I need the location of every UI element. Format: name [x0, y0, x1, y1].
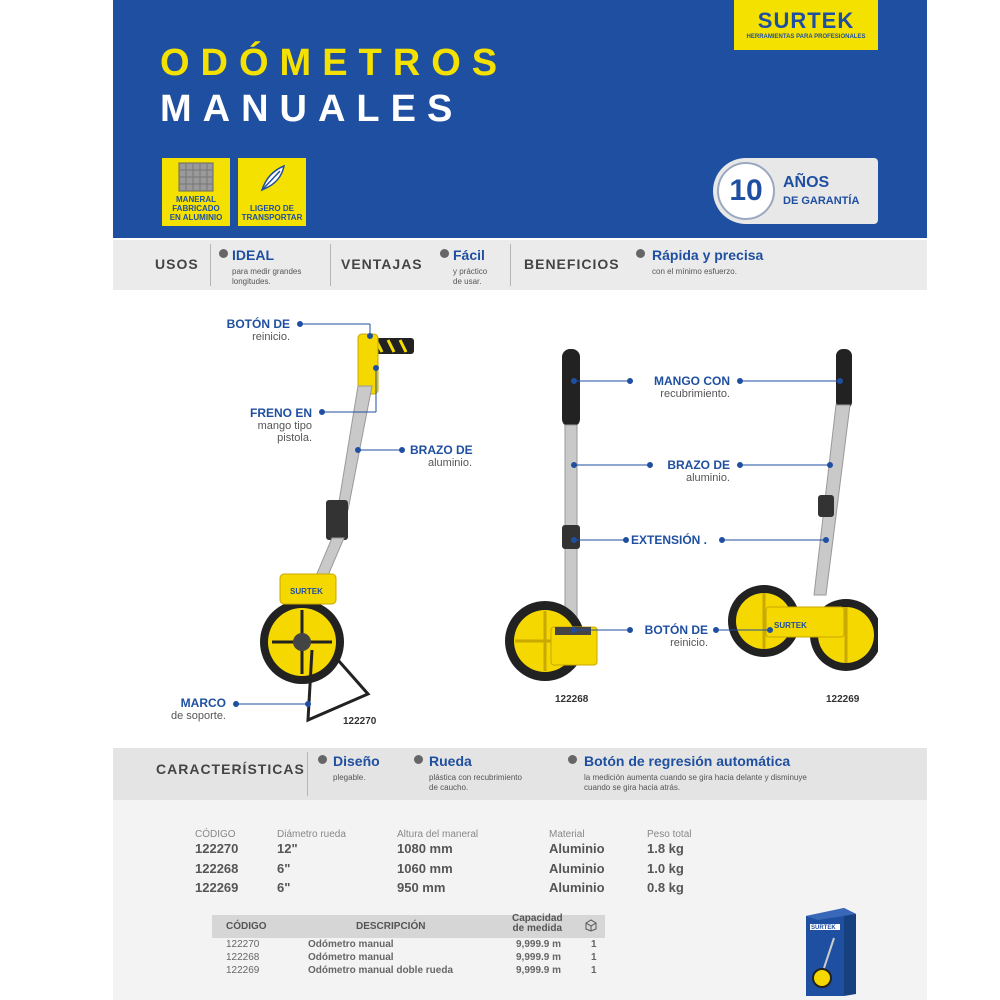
box-brand-text: SURTEK	[811, 925, 836, 931]
spec-header-diametro: Diámetro rueda	[277, 829, 346, 840]
spec-header-peso: Peso total	[647, 829, 692, 840]
callout-extension-title: EXTENSIÓN .	[631, 533, 708, 547]
product-code-left: 122270	[343, 716, 377, 727]
warranty-label: DE GARANTÍA	[783, 195, 860, 207]
callout-boton-reinicio-text: reinicio.	[252, 331, 290, 343]
diseno-text: plegable.	[333, 773, 366, 782]
diseno-heading: Diseño	[333, 753, 380, 769]
callout-brazo-text: aluminio.	[428, 457, 473, 469]
ventajas-heading: Fácil	[453, 247, 485, 263]
divider	[307, 752, 308, 796]
ventajas-text: y práctico de usar.	[453, 267, 488, 286]
spec-header-codigo: CÓDIGO	[195, 829, 236, 840]
boton-regresion-text: la medición aumenta cuando se gira hacia delante y disminuye cuando se gira hacia atrás.	[584, 773, 807, 792]
rueda-heading: Rueda	[429, 753, 472, 769]
callout-mango-text: recubrimiento.	[660, 388, 730, 400]
brand-tagline: HERRAMIENTAS PARA PROFESIONALES	[746, 34, 866, 40]
callout-boton2-title: BOTÓN DE	[644, 623, 708, 637]
boton-regresion-heading: Botón de regresión automática	[584, 753, 791, 769]
usos-text: para medir grandes longitudes.	[232, 267, 302, 286]
spec-header-altura: Altura del maneral	[397, 829, 479, 840]
features-label: CARACTERÍSTICAS	[156, 761, 305, 777]
bullet	[414, 755, 423, 764]
usos-heading: IDEAL	[232, 247, 274, 263]
product-code-mid: 122268	[555, 694, 589, 705]
usos-label: USOS	[155, 256, 199, 272]
warranty-years: AÑOS	[783, 174, 830, 191]
callout-brazo2-text: aluminio.	[685, 472, 730, 484]
order-header-descripcion: DESCRIPCIÓN	[356, 921, 426, 932]
wheel-brand-text: SURTEK	[290, 587, 323, 596]
page-title-line2: MANUALES	[160, 88, 464, 130]
callout-mango-title: MANGO CON	[654, 374, 730, 388]
badge-aluminum-label: MANERAL FABRICADO EN ALUMINIO	[169, 195, 223, 222]
ventajas-label: VENTAJAS	[341, 256, 423, 272]
wheel-brand-text: SURTEK	[774, 621, 807, 630]
callout-boton2-text: reinicio.	[670, 637, 708, 649]
product-box-illustration	[800, 902, 862, 998]
bullet	[568, 755, 577, 764]
bullet	[318, 755, 327, 764]
rueda-text: plástica con recubrimiento de caucho.	[429, 773, 522, 792]
badge-light-label: LIGERO DE TRANSPORTAR	[241, 204, 303, 222]
order-header-codigo: CÓDIGO	[226, 921, 267, 932]
product-code-right: 122269	[826, 694, 860, 705]
box-icon	[584, 918, 598, 932]
brand-name: SURTEK	[757, 8, 855, 33]
callout-brazo2-title: BRAZO DE	[667, 458, 730, 472]
order-header-capacidad: Capacidad de medida	[512, 913, 563, 934]
callout-freno-text: mango tipo pistola.	[257, 420, 312, 444]
beneficios-text: con el mínimo esfuerzo.	[652, 267, 737, 276]
callout-marco-text: de soporte.	[170, 710, 226, 722]
spec-header-material: Material	[549, 829, 585, 840]
callout-brazo-title: BRAZO DE	[410, 443, 473, 457]
warranty-number: 10	[729, 174, 763, 207]
page-title-line1: ODÓMETROS	[160, 42, 509, 84]
callout-boton-reinicio-title: BOTÓN DE	[226, 317, 290, 331]
callout-marco-title: MARCO	[180, 696, 226, 710]
beneficios-heading: Rápida y precisa	[652, 247, 764, 263]
callout-freno-title: FRENO EN	[249, 406, 312, 420]
beneficios-label: BENEFICIOS	[524, 256, 620, 272]
